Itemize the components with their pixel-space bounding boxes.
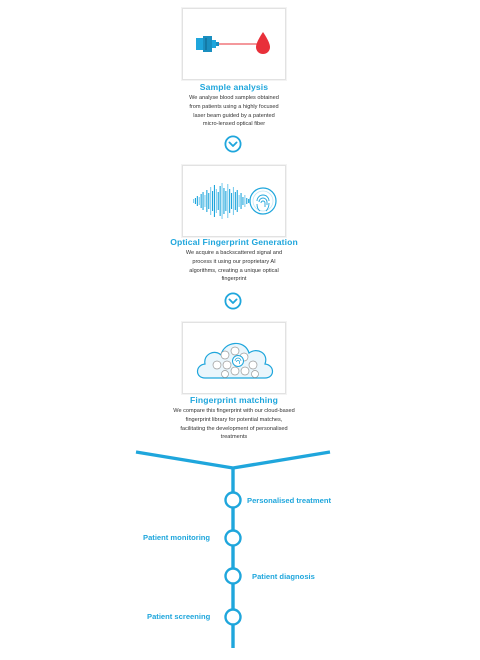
description-line: fingerprint library for potential matches, [185,416,283,423]
step-title-sample-analysis: Sample analysis [199,82,269,92]
description-line: laser beam guided by a patented [193,112,275,119]
timeline-label-patient-diagnosis: Patient diagnosis [252,572,315,581]
timeline-node [226,531,241,546]
description-line: fingerprint [221,276,247,283]
step-title-optical-fingerprint-generation: Optical Fingerprint Generation [170,237,298,247]
step-title-fingerprint-matching: Fingerprint matching [190,395,278,405]
description-line: We analyse blood samples obtained [189,95,279,101]
timeline-node [226,569,241,584]
description-line: micro-lensed optical fiber [202,121,266,128]
description-line: We compare this fingerprint with our cloud-based [173,408,295,414]
description-line: process it using our proprietary AI [192,258,276,265]
timeline-label-patient-screening: Patient screening [147,612,211,621]
timeline-label-patient-monitoring: Patient monitoring [143,533,211,542]
timeline-node [226,610,241,625]
description-line: algorithms, creating a unique optical [189,267,279,274]
timeline-label-personalised-treatment: Personalised treatment [247,496,331,505]
description-line: treatments [220,434,248,441]
description-line: facilitating the development of personalised [180,425,288,432]
description-line: We acquire a backscattered signal and [185,250,283,256]
description-line: from patients using a highly focused [189,103,279,110]
timeline-node [226,493,241,508]
funnel-divider [136,452,330,468]
